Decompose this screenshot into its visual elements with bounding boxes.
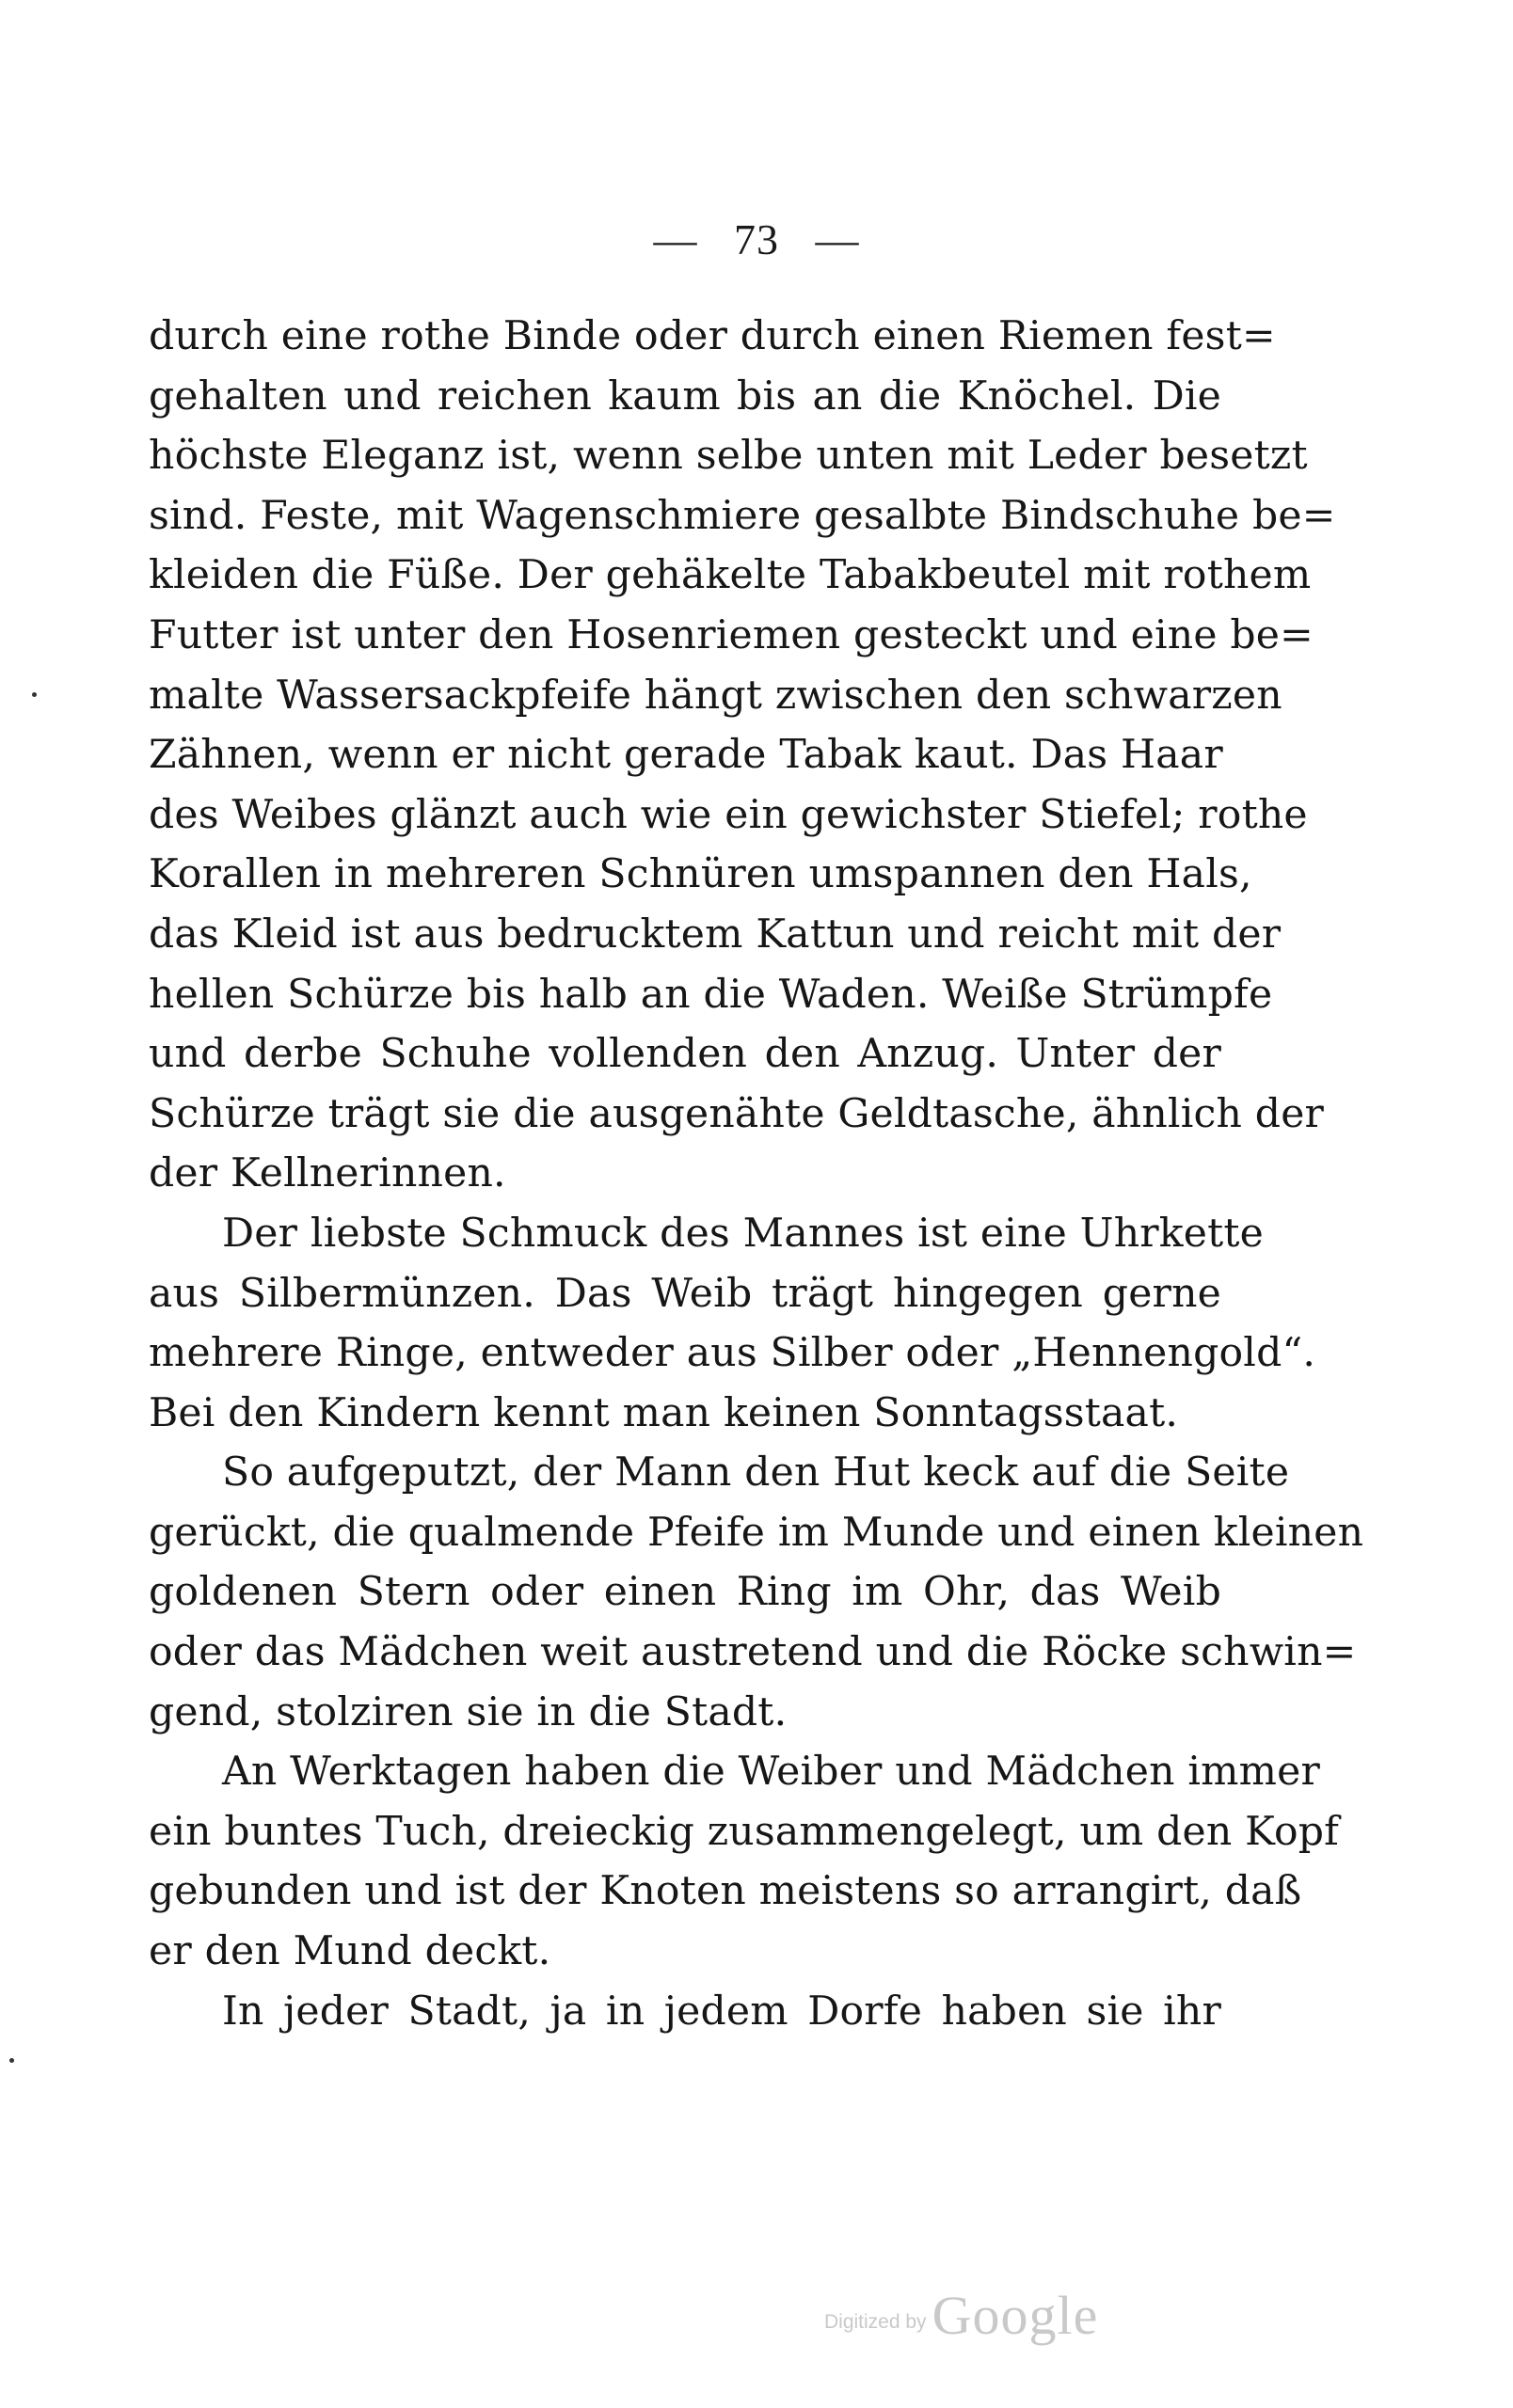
page-number: 73 [734,215,779,263]
text-line: malte Wassersackpfeife hängt zwischen den schwarzen [149,672,1282,719]
text-line: gehalten und reichen kaum bis an die Knöchel. Die [149,372,1221,420]
text-line: kleiden die Füße. Der gehäkelte Tabakbeutel mit rothem [149,552,1312,599]
text-line: gebunden und ist der Knoten meistens so arrangirt, daß [149,1868,1302,1915]
text-line: hellen Schürze bis halb an die Waden. Weiße Strümpfe [149,971,1273,1018]
margin-speck [9,2058,14,2063]
text-line: höchste Eleganz ist, wenn selbe unten mit Leder besetzt [149,433,1308,480]
text-line: ein buntes Tuch, dreieckig zusammengelegt, um den Kopf [149,1808,1340,1855]
text-line: Bei den Kindern kennt man keinen Sonntagsstaat. [149,1389,1179,1436]
text-line: Korallen in mehreren Schnüren umspannen den Hals, [149,851,1252,898]
header-dash-right: — [815,215,860,263]
text-line: gerückt, die qualmende Pfeife im Munde und einen kleinen [149,1509,1364,1556]
text-line: oder das Mädchen weit austretend und die Röcke schwin= [149,1629,1357,1676]
google-logo: Google [932,2285,1099,2346]
header-dash-left: — [653,215,698,263]
text-line: So aufgeputzt, der Mann den Hut keck auf die Seite [222,1450,1290,1497]
text-line: aus Silbermünzen. Das Weib trägt hingegen gerne [149,1270,1221,1317]
text-line: des Weibes glänzt auch wie ein gewichster Stiefel; rothe [149,791,1308,838]
body-text [149,307,1364,2041]
text-line: Der liebste Schmuck des Mannes ist eine Uhrkette [222,1210,1265,1257]
margin-speck [32,692,37,697]
text-line: mehrere Ringe, entweder aus Silber oder „Hennengold“. [149,1330,1316,1377]
text-line: In jeder Stadt, ja in jedem Dorfe haben sie ihr [222,1988,1221,2035]
text-line: Schürze trägt sie die ausgenähte Geldtasche, ähnlich der [149,1090,1325,1137]
text-line: das Kleid ist aus bedrucktem Kattun und reicht mit der [149,911,1282,958]
text-line: und derbe Schuhe vollenden den Anzug. Unter der [149,1031,1221,1078]
text-line: goldenen Stern oder einen Ring im Ohr, das Weib [149,1569,1221,1616]
text-line: der Kellnerinnen. [149,1150,506,1197]
digitized-watermark [824,2284,1098,2347]
text-line: sind. Feste, mit Wagenschmiere gesalbte Bindschuhe be= [149,492,1336,539]
text-line: Zähnen, wenn er nicht gerade Tabak kaut. Das Haar [149,732,1223,779]
text-line: er den Mund deckt. [149,1928,551,1975]
text-line: gend, stolziren sie in die Stadt. [149,1688,788,1735]
text-line: Futter ist unter den Hosenriemen gesteckt und eine be= [149,611,1314,658]
page-header [0,214,1513,264]
text-line: An Werktagen haben die Weiber und Mädchen immer [222,1749,1321,1796]
watermark-caption: Digitized by [824,2311,927,2333]
text-line: durch eine rothe Binde oder durch einen Riemen fest= [149,313,1276,359]
